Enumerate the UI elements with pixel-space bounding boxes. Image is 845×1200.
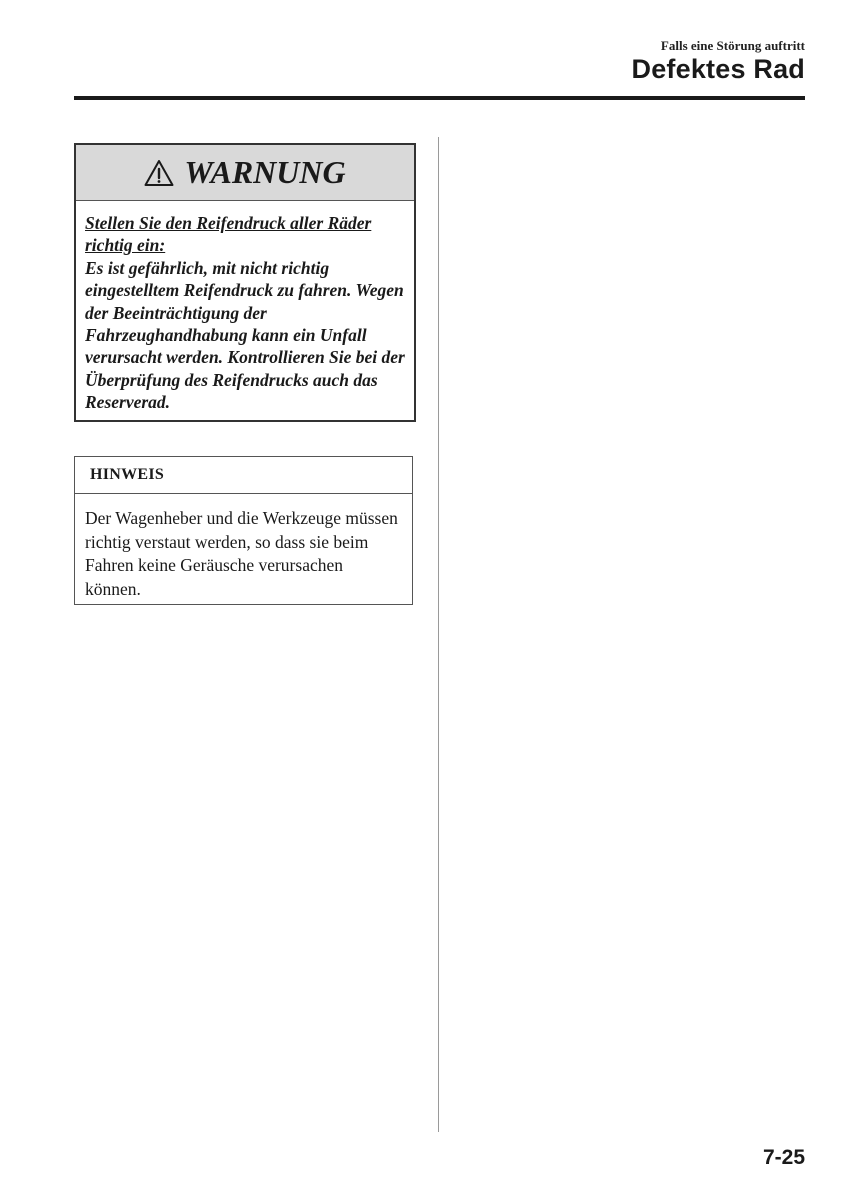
note-text: Der Wagenheber und die Werkzeuge müssen richtig verstaut werden, so dass sie beim Fahren keine Geräusche verursachen können. (85, 508, 398, 599)
section-label: Falls eine Störung auftritt (660, 38, 805, 53)
page-number: 7-25 (762, 1146, 805, 1169)
warning-triangle-icon (144, 159, 174, 187)
note-box (74, 456, 413, 605)
warning-header (76, 145, 414, 201)
header-divider (74, 96, 805, 100)
warning-text: Es ist gefährlich, mit nicht richtig eingestelltem Reifendruck zu fahren. Wegen der Beeinträchtigung der Fahrzeughandhabung kann ein Unfall verursacht werden. Kontrollieren Sie bei der Überprüfung des Reifendrucks auch das Reserverad. (85, 257, 405, 413)
warning-lead: Stellen Sie den Reifendruck aller Räder richtig ein: (85, 213, 372, 256)
column-divider (438, 137, 439, 1132)
warning-body (76, 201, 414, 414)
warning-title: WARNUNG (184, 154, 346, 190)
page-title: Defektes Rad (631, 54, 805, 84)
note-title: HINWEIS (75, 457, 412, 494)
warning-box (74, 143, 416, 422)
